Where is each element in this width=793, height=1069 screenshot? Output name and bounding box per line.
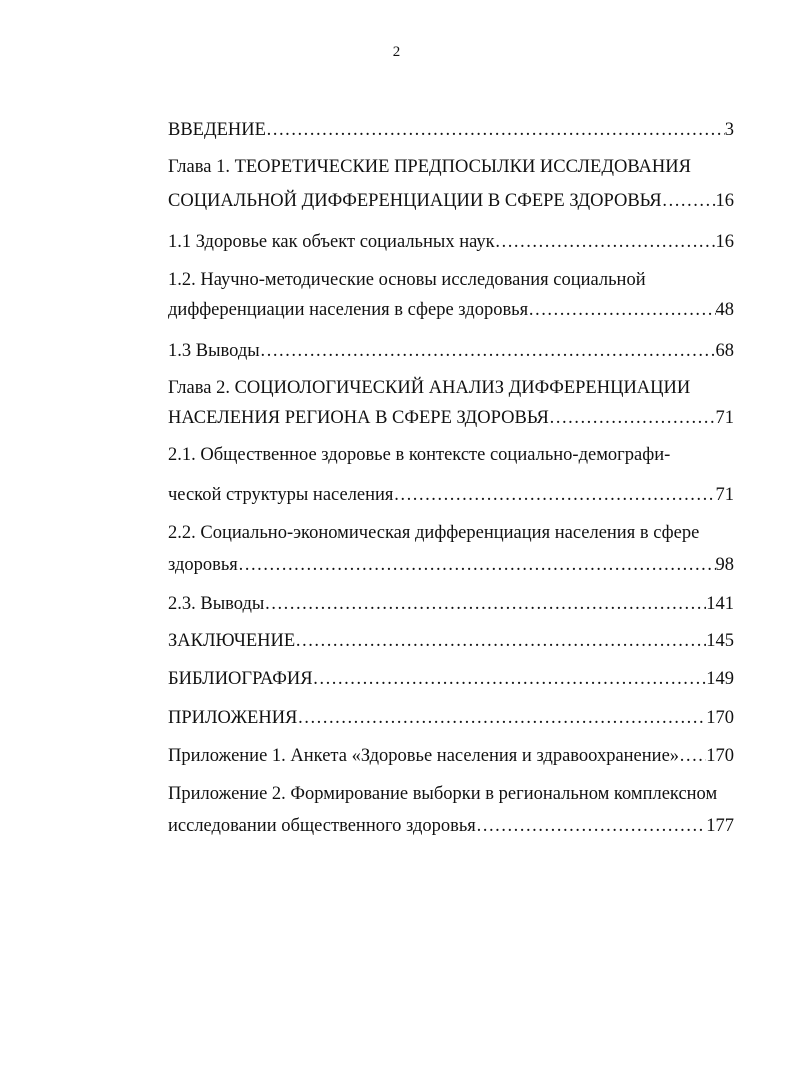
toc-entry-title: Приложение 1. Анкета «Здоровье населения и здравоохранение» [168,746,680,766]
toc-leader-dots [238,547,716,584]
toc-entry-section-1-1 [168,224,734,261]
toc-leader-dots [295,623,706,660]
toc-entry-title-first-line: Приложение 2. Формирование выборки в региональном комплексном [168,784,718,804]
toc-entry-section-1-2 [168,292,734,329]
toc-entry-appendix-1 [168,738,734,775]
toc-entry-page: 71 [715,485,734,505]
toc-entry-title-first-line: 2.1. Общественное здоровье в контексте социально-демографи- [168,445,671,465]
toc-entry-page: 16 [715,232,734,252]
toc-entry-title-first-line: Глава 1. ТЕОРЕТИЧЕСКИЕ ПРЕДПОСЫЛКИ ИССЛЕДОВАНИЯ [168,157,691,177]
toc-entry-appendices [168,700,734,737]
toc-entry-title-first-line: Глава 2. СОЦИОЛОГИЧЕСКИЙ АНАЛИЗ ДИФФЕРЕНЦИАЦИИ [168,378,691,398]
toc-entry-page: 170 [706,708,734,728]
toc-entry-page: 141 [706,594,734,614]
toc-entry-conclusion [168,623,734,660]
toc-entry-page: 68 [715,341,734,361]
toc-entry-page: 48 [715,300,734,320]
toc-entry-title: 1.3 Выводы [168,341,260,361]
toc-entry-title-first-line: 2.2. Социально-экономическая дифференциация населения в сфере [168,523,700,543]
toc-entry-introduction [168,112,734,149]
toc-entry-page: 177 [706,816,734,836]
toc-entry-bibliography [168,661,734,698]
toc-entry-title-first-line: 1.2. Научно-методические основы исследования социальной [168,270,646,290]
toc-entry-section-1-3 [168,333,734,370]
toc-leader-dots [495,224,716,261]
toc-leader-dots [313,661,707,698]
toc-entry-section-2-2 [168,547,734,584]
toc-entry-title: дифференциации населения в сфере здоровья [168,300,529,320]
toc-entry-section-2-3 [168,586,734,623]
toc-entry-page: 170 [706,746,734,766]
toc-leader-dots [679,738,706,775]
toc-entry-page: 3 [724,120,734,140]
toc-entry-title: исследовании общественного здоровья [168,816,476,836]
toc-entry-title: СОЦИАЛЬНОЙ ДИФФЕРЕНЦИАЦИИ В СФЕРЕ ЗДОРОВЬЯ [168,191,662,211]
toc-entry-title: ПРИЛОЖЕНИЯ [168,708,298,728]
toc-entry-section-2-1 [168,477,734,514]
toc-entry-chapter-2 [168,400,734,437]
toc-entry-chapter-1-line-1 [168,149,734,186]
toc-entry-page: 71 [715,408,734,428]
toc-leader-dots [476,808,706,845]
toc-entry-title: ВВЕДЕНИЕ [168,120,266,140]
toc-entry-page: 16 [715,191,734,211]
toc-leader-dots [260,333,716,370]
toc-leader-dots [297,700,706,737]
toc-entry-title: НАСЕЛЕНИЯ РЕГИОНА В СФЕРЕ ЗДОРОВЬЯ [168,408,549,428]
toc-entry-title: ческой структуры населения [168,485,394,505]
toc-entry-page: 98 [715,555,734,575]
page-number: 2 [392,44,401,60]
toc-entry-appendix-2 [168,808,734,845]
toc-entry-title: БИБЛИОГРАФИЯ [168,669,313,689]
toc-leader-dots [264,586,706,623]
toc-entry-page: 145 [706,631,734,651]
toc-leader-dots [662,183,716,220]
toc-entry-section-2-1-line-1 [168,437,734,474]
toc-entry-title: здоровья [168,555,238,575]
toc-entry-title: 1.1 Здоровье как объект социальных наук [168,232,495,252]
toc-leader-dots [528,292,715,329]
toc-leader-dots [549,400,716,437]
toc-entry-title: 2.3. Выводы [168,594,265,614]
toc-entry-chapter-1 [168,183,734,220]
toc-leader-dots [393,477,715,514]
toc-leader-dots [266,112,725,149]
toc-entry-title: ЗАКЛЮЧЕНИЕ [168,631,296,651]
toc-entry-page: 149 [706,669,734,689]
